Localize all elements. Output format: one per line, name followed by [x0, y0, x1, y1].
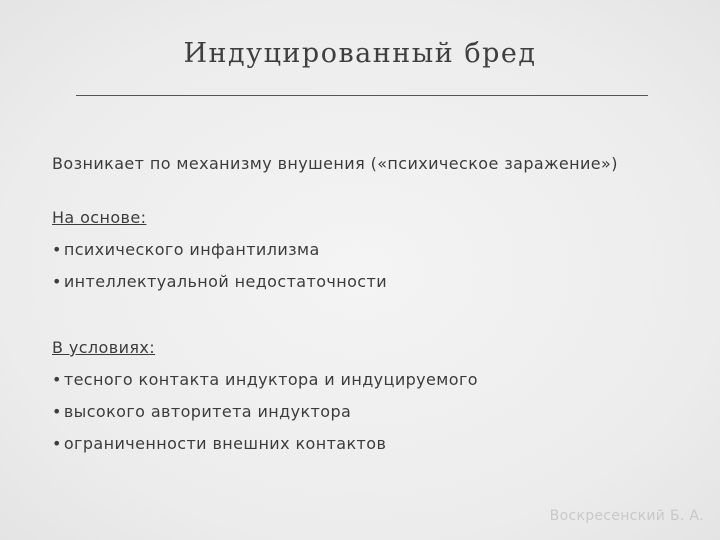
bullet-item: • психического инфантилизма [52, 234, 692, 266]
author-credit: Воскресенский Б. А. [549, 508, 704, 524]
slide-body [52, 148, 692, 460]
intro-text: Возникает по механизму внушения («психическое заражение») [52, 154, 618, 173]
bullet-item: • ограниченности внешних контактов [52, 428, 692, 460]
title-divider [76, 95, 648, 96]
section-heading-conditions: В условиях: [52, 338, 156, 357]
bullet-item: • интеллектуальной недостаточности [52, 266, 692, 298]
section-heading-basis: На основе: [52, 208, 147, 227]
bullet-item: • тесного контакта индуктора и индуцируемого [52, 364, 692, 396]
slide-title: Индуцированный бред [183, 38, 537, 69]
bullet-item: • высокого авторитета индуктора [52, 396, 692, 428]
